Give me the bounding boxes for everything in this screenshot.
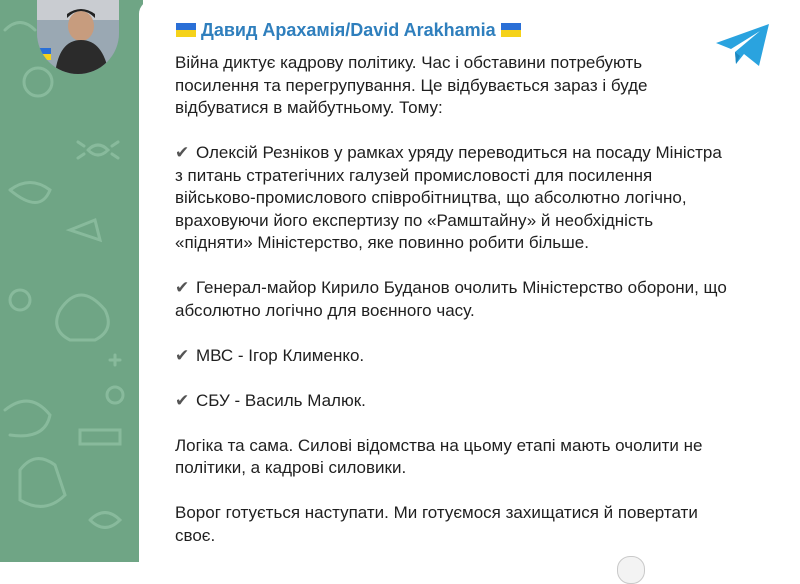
message-line: своє. — [175, 525, 216, 545]
message-line: Генерал-майор Кирило Буданов очолить Міністерство оборони, що — [195, 278, 727, 297]
message-line: відбуватися в майбутньому. Тому: — [175, 98, 443, 117]
message-paragraph — [175, 345, 785, 368]
checkmark-icon: ✔ — [175, 143, 190, 162]
message-line: абсолютно логічно для воєнного часу. — [175, 300, 475, 320]
message-line: Олексій Резніков у рамках уряду переводиться на посаду Міністра — [195, 143, 722, 162]
message-line: враховуючи його експертизу по «Рамштайну» й необхідність — [175, 210, 654, 230]
message-paragraph — [175, 52, 785, 120]
checkmark-icon: ✔ — [175, 390, 190, 410]
message-paragraph — [175, 435, 785, 480]
channel-avatar[interactable] — [37, 0, 119, 74]
message-line: військово-промислового співробітництва, що абсолютно логічно, — [175, 188, 687, 207]
sender-name[interactable] — [176, 20, 521, 41]
scroll-down-button[interactable] — [617, 556, 645, 584]
message-line: посилення та перегрупування. Це відбувається зараз і буде — [175, 75, 648, 95]
wallpaper-doodles — [0, 0, 143, 562]
message-line: «підняти» Міністерство, яке повинно робити більше. — [175, 233, 589, 252]
message-line: з питань стратегічних галузей промисловості для посилення — [175, 165, 653, 185]
message-line: Логіка та сама. Силові відомства на цьому етапі мають очолити не — [175, 435, 703, 455]
message-paragraph — [175, 502, 785, 547]
message-line: Ворог готується наступати. Ми готуємося захищатися й повертати — [175, 503, 698, 522]
checkmark-icon: ✔ — [175, 345, 190, 365]
message-line: політики, а кадрові силовики. — [175, 458, 407, 477]
message-paragraph — [175, 142, 785, 255]
sender-name-text: Давид Арахамія/David Arakhamia — [201, 20, 496, 40]
message-line: СБУ - Василь Малюк. — [195, 390, 366, 410]
message-text — [175, 52, 785, 547]
message-line: МВС - Ігор Клименко. — [195, 345, 365, 365]
chat-wallpaper — [0, 0, 143, 562]
message-line: Війна диктує кадрову політику. Час і обставини потребують — [175, 53, 643, 72]
message-paragraph — [175, 390, 785, 413]
message-paragraph — [175, 277, 785, 322]
ukraine-flag-icon — [176, 23, 196, 37]
checkmark-icon: ✔ — [175, 278, 190, 297]
ukraine-flag-icon — [501, 23, 521, 37]
